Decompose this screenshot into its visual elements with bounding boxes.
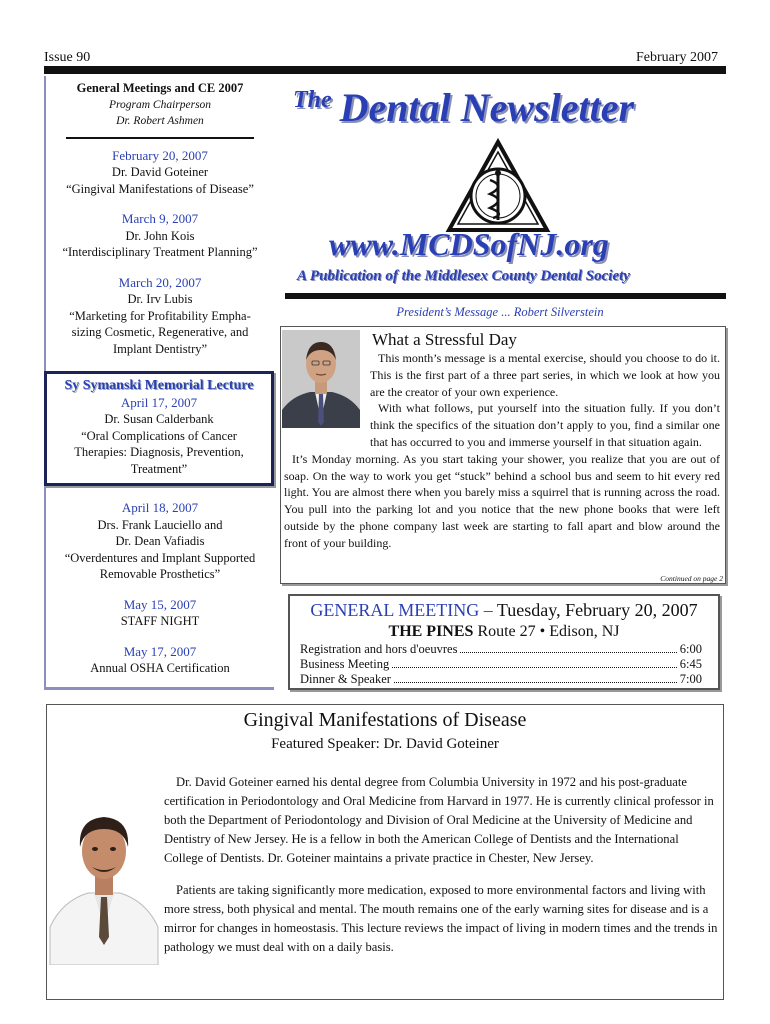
schedule-item: Dinner & Speaker [300,672,391,686]
event-topic: Annual OSHA Certification [90,661,230,675]
event-topic: “Gingival Manifestations of Disease” [66,181,254,196]
article-subtitle: Featured Speaker: Dr. David Goteiner [271,736,499,752]
schedule-time: 6:00 [679,642,702,656]
meeting-location [290,623,718,641]
event-topic: Treatment” [130,461,188,476]
chair-label: Program Chairperson [108,98,212,111]
sidebar-divider [66,137,254,139]
event-speaker: Dr. John Kois [125,228,195,243]
schedule-row [300,657,702,672]
sidebar-heading: General Meetings and CE 2007 [76,81,244,95]
masthead-rule [285,293,726,299]
event-topic: sizing Cosmetic, Regenerative, and [71,325,249,339]
event-mar-9 [46,211,274,261]
event-topic: Removable Prosthetics” [99,567,221,581]
chair-name: Dr. Robert Ashmen [116,115,204,127]
continued-note: Continued on page 2 [660,574,723,583]
event-date: February 20, 2007 [112,147,208,163]
paragraph: It’s Monday morning. As you start taking your shower, you realize that you are out of soap. On the way to work you get “stuck” behind a school bus and seem to hit every red light. You are almost there when you barely miss a squirrel that is running across the road. You pull into the parking lot and you notice that the new phone books that were left outside by the phone company last week are starting to fall apart and blow around the front of your building. [284,451,720,550]
top-rule [44,66,726,74]
event-topic: “Interdisciplinary Treatment Planning” [62,245,258,259]
event-topic: “Marketing for Profitability Empha- [69,308,251,323]
masthead [285,80,725,300]
president-caption: President’s Message ... Robert Silverstein [396,305,604,319]
publication-line: A Publication of the Middlesex County Dental Society [297,268,630,284]
event-speaker: Dr. Irv Lubis [127,292,193,306]
title-main: Dental Newsletter [339,85,635,130]
event-date: March 9, 2007 [121,211,199,226]
meetings-sidebar [44,76,274,688]
schedule-time: 6:45 [679,657,702,671]
meeting-heading [290,600,718,621]
event-date: May 17, 2007 [123,643,197,659]
dental-society-logo-icon [443,138,553,238]
article-body [52,773,720,963]
paragraph: Patients are taking significantly more medication, exposed to more environmental factors and living with more stress, both physical and mental. The mouth remains one of the early warning sites for disease and is a mirror for changes in homeostasis. This lecture reviews the impact of living in modern times and the trends in pathology we must deal with on a daily basis. [164,883,718,954]
event-speaker: Dr. Dean Vafiadis [115,534,205,548]
issue-date: February 2007 [635,50,718,65]
president-title: What a Stressful Day [372,330,517,349]
schedule-item: Registration and hors d'oeuvres [300,642,458,656]
event-speaker: Dr. David Goteiner [111,165,209,179]
event-date: March 20, 2007 [118,274,202,290]
meeting-date: Tuesday, February 20, 2007 [496,600,698,620]
schedule-row [300,672,702,687]
general-meeting-box [288,594,720,690]
schedule-item: Business Meeting [300,657,390,671]
title-the: The [293,87,332,113]
schedule-row [300,642,702,657]
paragraph: With what follows, put yourself into the situation fully. If you don’t think the specifics of the situation don’t apply to you, find a similar one that has occurred to you and immerse yourself in that situation again. [370,401,720,449]
event-topic: “Oral Complications of Cancer [81,428,237,443]
event-date: April 18, 2007 [121,500,199,515]
schedule-time: 7:00 [679,672,702,686]
event-date: April 17, 2007 [120,394,198,410]
issue-number: Issue 90 [44,50,91,65]
event-topic: Implant Dentistry” [112,341,208,356]
event-topic: “Overdentures and Implant Supported [64,550,256,565]
event-apr-18 [46,500,274,583]
event-speaker: Dr. Susan Calderbank [104,412,214,426]
event-mar-20 [46,275,274,358]
memorial-lecture-box [44,371,274,486]
venue-name: THE PINES [388,623,474,640]
article-title: Gingival Manifestations of Disease [243,709,527,731]
venue-address: Route 27 • Edison, NJ [477,623,620,640]
event-may-17 [46,644,274,677]
event-topic: STAFF NIGHT [120,614,200,628]
president-message-text [284,350,720,552]
event-may-15 [46,597,274,630]
paragraph: This month’s message is a mental exercise, should you choose to do it. This is the first part of a three part series, in which we look at how you are the creator of your own experience. [370,351,720,399]
event-date: May 15, 2007 [123,596,197,612]
sidebar-bottom-rule [44,687,274,690]
event-topic: Therapies: Diagnosis, Prevention, [74,445,244,459]
meeting-label: GENERAL MEETING – [310,600,493,620]
website-url: www.MCDSofNJ.org [329,226,609,262]
event-feb-20 [46,148,274,198]
event-speaker: Drs. Frank Lauciello and [97,517,223,532]
memorial-title: Sy Symanski Memorial Lecture [64,378,254,393]
newsletter-title [293,84,634,131]
paragraph: Dr. David Goteiner earned his dental degree from Columbia University in 1972 and his post-graduate certification in Periodontology and Oral Medicine from Harvard in 1977. He is currently clinical professor in both the Department of Periodontology and Division of Oral Medicine at the University of Medicine and Dentistry of New Jersey. He is a fellow in both the American College of Dentists and the International College of Dentists. Dr. Goteiner maintains a private practice in Chester, New Jersey. [164,775,714,865]
